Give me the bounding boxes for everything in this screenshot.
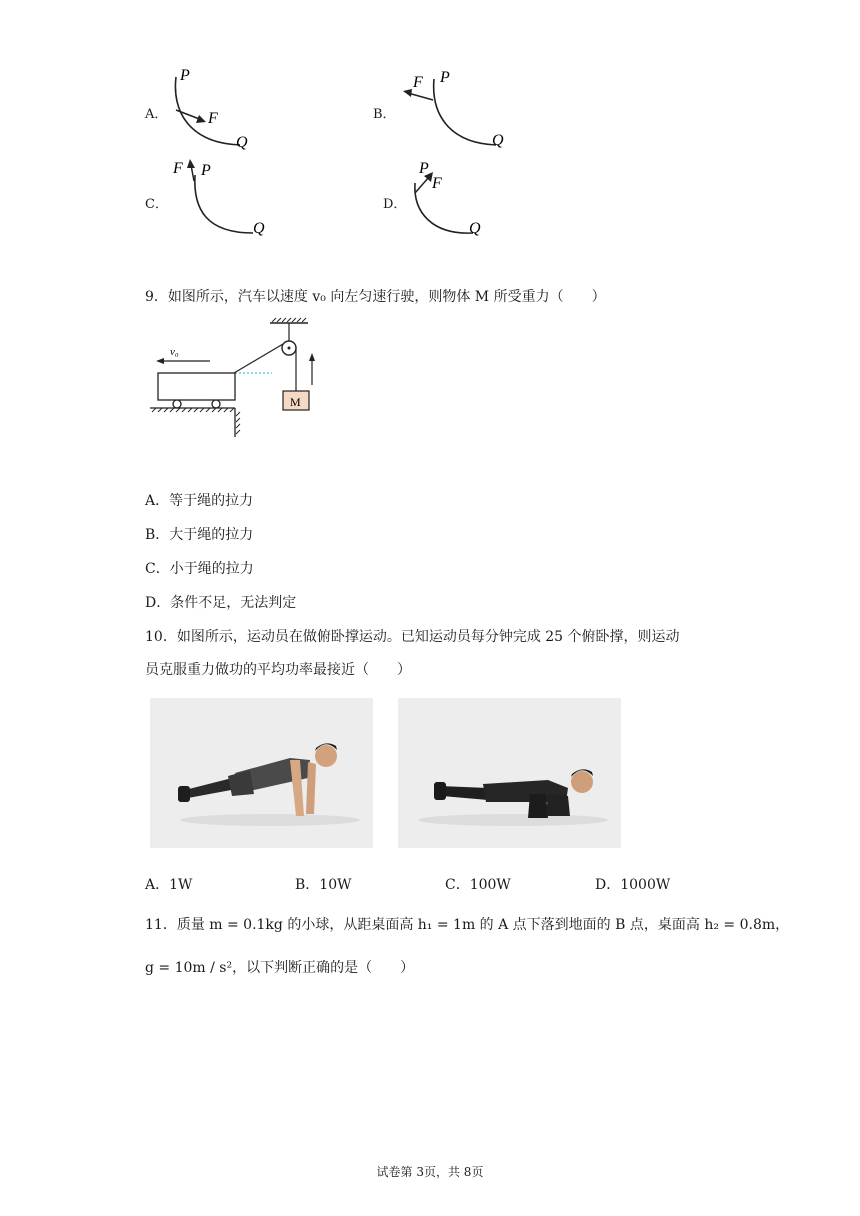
q10-option-a[interactable]: A．1W <box>145 877 193 893</box>
q9-figure <box>140 315 340 440</box>
curve-path <box>434 79 496 145</box>
force-arrow-icon <box>196 115 206 123</box>
q10-option-b[interactable]: B．10W <box>295 877 352 893</box>
option-c-diagram <box>165 155 275 245</box>
force-f: F <box>413 74 423 91</box>
q9-option-b[interactable]: B．大于绳的拉力 <box>145 527 254 543</box>
force-f: F <box>173 160 183 177</box>
point-q: Q <box>253 220 265 237</box>
velocity-label: v₀ <box>170 346 179 358</box>
q10-stem-line1: 10．如图所示，运动员在做俯卧撑运动。已知运动员每分钟完成 25 个俯卧撑，则运动 <box>145 629 680 645</box>
q10-stem-line2: 员克服重力做功的平均功率最接近（ ） <box>145 662 411 678</box>
velocity-arrow-icon <box>156 358 164 364</box>
pushup-photo-up <box>150 698 373 848</box>
force-f: F <box>208 110 218 127</box>
option-b-label: B． <box>373 107 396 122</box>
q10-option-d[interactable]: D．1000W <box>595 877 671 893</box>
force-f: F <box>432 175 442 192</box>
option-a-label: A． <box>145 107 168 122</box>
q9-stem: 9．如图所示，汽车以速度 v₀ 向左匀速行驶，则物体 M 所受重力（ ） <box>145 289 606 305</box>
option-d-diagram <box>405 155 515 245</box>
option-c-label: C． <box>145 197 168 212</box>
curve-path <box>415 183 473 233</box>
q11-stem-line2: g = 10m / s²，以下判断正确的是（ ） <box>145 960 415 976</box>
rope-slanted <box>234 344 283 373</box>
force-arrow-icon <box>403 89 412 97</box>
wheel-icon <box>173 400 181 408</box>
pushup-photo-down <box>398 698 621 848</box>
up-arrow-icon <box>309 353 315 361</box>
page-footer: 试卷第 3页，共 8页 <box>376 1165 484 1179</box>
point-p: P <box>180 67 190 84</box>
wheel-icon <box>212 400 220 408</box>
option-a-diagram <box>160 65 270 155</box>
force-arrow-icon <box>187 159 195 168</box>
point-p: P <box>440 69 450 86</box>
point-p: P <box>201 162 211 179</box>
point-p: P <box>419 160 429 177</box>
q9-option-d[interactable]: D．条件不足，无法判定 <box>145 595 297 611</box>
option-d-label: D． <box>383 197 407 212</box>
point-q: Q <box>236 134 248 151</box>
q9-option-a[interactable]: A．等于绳的拉力 <box>145 493 254 509</box>
block-m-label: M <box>290 395 301 409</box>
q10-option-c[interactable]: C．100W <box>445 877 511 893</box>
point-q: Q <box>492 132 504 149</box>
point-q: Q <box>469 220 481 237</box>
option-b-diagram <box>398 65 518 155</box>
q9-option-c[interactable]: C．小于绳的拉力 <box>145 561 254 577</box>
q11-stem-line1: 11．质量 m = 0.1kg 的小球，从距桌面高 h₁ = 1m 的 A 点下落到地面的 B 点，桌面高 h₂ = 0.8m， <box>145 917 790 933</box>
car-body <box>158 373 235 400</box>
curve-path <box>195 175 253 233</box>
